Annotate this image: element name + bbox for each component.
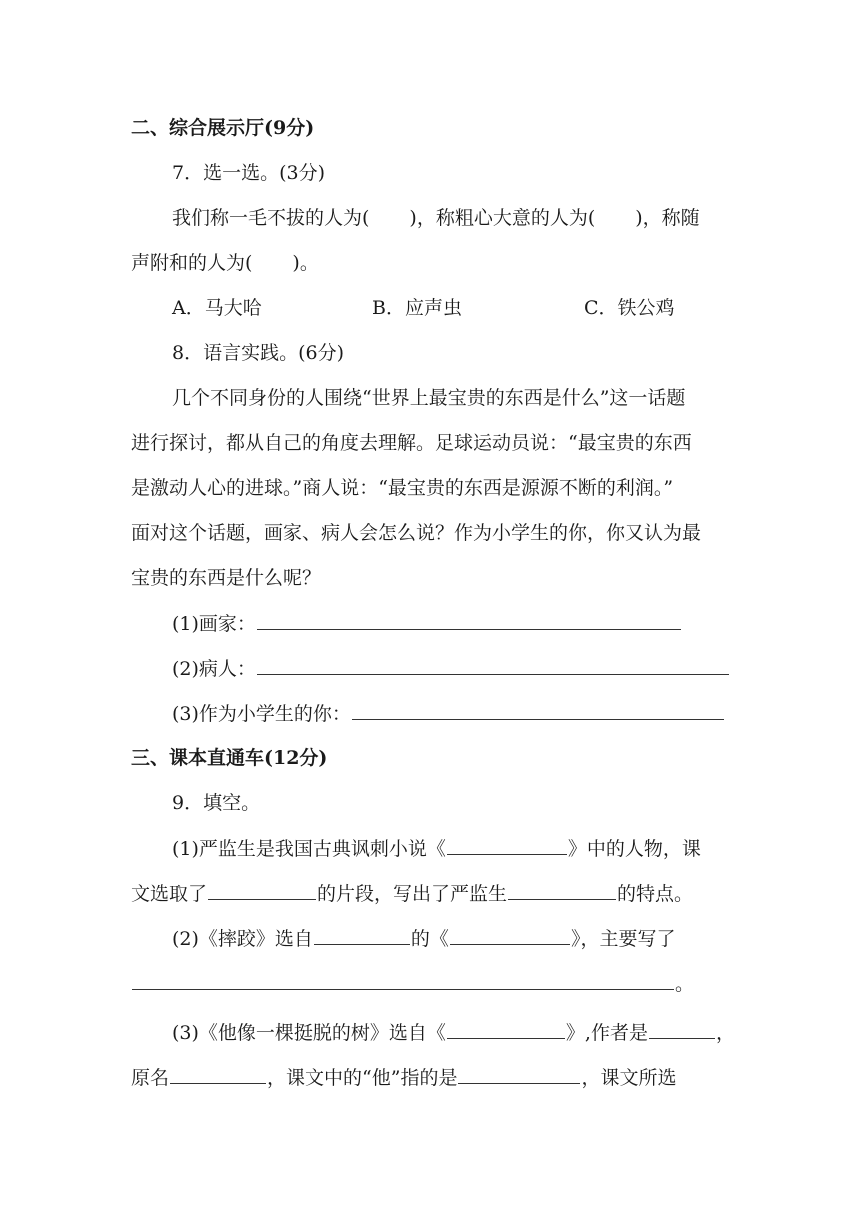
q9-p1-text-e: 的特点。: [617, 883, 694, 905]
q9-p2-text-b: 的《: [410, 928, 449, 950]
q9-he-refers-blank[interactable]: [458, 1065, 580, 1084]
q7-text-a: 我们称一毛不拔的人为(: [172, 207, 370, 229]
q9-p3-text-c: ，: [715, 1022, 735, 1044]
q9-p2-text-c: 》，主要写了: [570, 928, 676, 950]
q9-p1-text-c: 文选取了: [131, 883, 208, 905]
question-8-title: 8．语言实践。(6分): [172, 342, 345, 364]
q9-source-blank[interactable]: [447, 1020, 565, 1039]
q8-student-answer-blank[interactable]: [352, 701, 724, 720]
question-7-line-2: [131, 251, 319, 275]
question-7-title: 7．选一选。(3分): [172, 162, 326, 184]
q9-p2-text-a: (2)《摔跤》选自: [172, 928, 313, 950]
q9-p3-text-d: 原名: [131, 1067, 170, 1089]
q9-excerpt-blank[interactable]: [208, 881, 316, 900]
q9-p3-text-e: ，课文中的“他”指的是: [267, 1067, 458, 1089]
q9-novel-name-blank[interactable]: [447, 836, 567, 855]
q9-p1-text-a: (1)严监生是我国古典讽刺小说《: [172, 838, 446, 860]
q7-text-b: )，称粗心大意的人为(: [409, 207, 596, 229]
q8-item-student-label: (3)作为小学生的你：: [172, 703, 351, 725]
q7-text-d: 声附和的人为(: [131, 252, 253, 274]
q8-patient-answer-blank[interactable]: [257, 656, 729, 675]
q9-p3-text-f: ，课文所选: [581, 1067, 677, 1089]
q9-trait-blank[interactable]: [508, 881, 616, 900]
q7-option-c[interactable]: C．铁公鸡: [584, 297, 675, 319]
q8-item-painter-label: (1)画家：: [172, 613, 256, 635]
q8-item-patient-label: (2)病人：: [172, 658, 256, 680]
q8-painter-answer-blank[interactable]: [257, 611, 681, 630]
q8-paragraph-line-4: 面对这个话题，画家、病人会怎么说？作为小学生的你，你又认为最: [131, 522, 702, 544]
q9-part-2-line-2: [131, 971, 694, 996]
q7-text-c: )，称随: [635, 207, 700, 229]
q9-part-1-line-2: [131, 881, 693, 906]
question-9-title: 9．填空。: [172, 792, 261, 814]
q7-text-e: )。: [292, 252, 319, 274]
q9-p1-text-d: 的片段，写出了严监生: [317, 883, 508, 905]
section-3-heading: 三、课本直通车(12分): [131, 747, 328, 769]
q9-summary-blank[interactable]: [132, 971, 674, 990]
q8-paragraph-line-3: 是激动人心的进球。”商人说：“最宝贵的东西是源源不断的利润。”: [131, 477, 674, 499]
q9-book-blank[interactable]: [450, 926, 570, 945]
q8-paragraph-line-5: 宝贵的东西是什么呢？: [131, 567, 322, 589]
question-7-line-1: [172, 206, 700, 230]
q9-p1-text-b: 》中的人物，课: [567, 838, 701, 860]
q7-option-b[interactable]: B．应声虫: [372, 297, 462, 319]
q9-part-3-line-2: [131, 1065, 676, 1090]
q8-item-painter: [172, 611, 682, 636]
q8-item-student: [172, 701, 725, 726]
q9-part-2-line-1: [172, 926, 675, 951]
q8-paragraph-line-1: 几个不同身份的人围绕“世界上最宝贵的东西是什么”这一话题: [172, 387, 686, 409]
section-2-heading: 二、综合展示厅(9分): [131, 117, 315, 139]
q9-original-name-blank[interactable]: [170, 1065, 266, 1084]
q9-part-1-line-1: [172, 836, 701, 861]
q9-part-3-line-1: [172, 1020, 735, 1045]
q9-writer-blank[interactable]: [649, 1020, 715, 1039]
q9-p2-text-d: 。: [675, 973, 695, 995]
q9-p3-text-a: (3)《他像一棵挺脱的树》选自《: [172, 1022, 446, 1044]
q8-item-patient: [172, 656, 730, 681]
q7-option-a[interactable]: A．马大哈: [172, 297, 262, 319]
q9-author-blank[interactable]: [314, 926, 410, 945]
q9-p3-text-b: 》,作者是: [565, 1022, 648, 1044]
q8-paragraph-line-2: 进行探讨，都从自己的角度去理解。足球运动员说：“最宝贵的东西: [131, 432, 692, 454]
